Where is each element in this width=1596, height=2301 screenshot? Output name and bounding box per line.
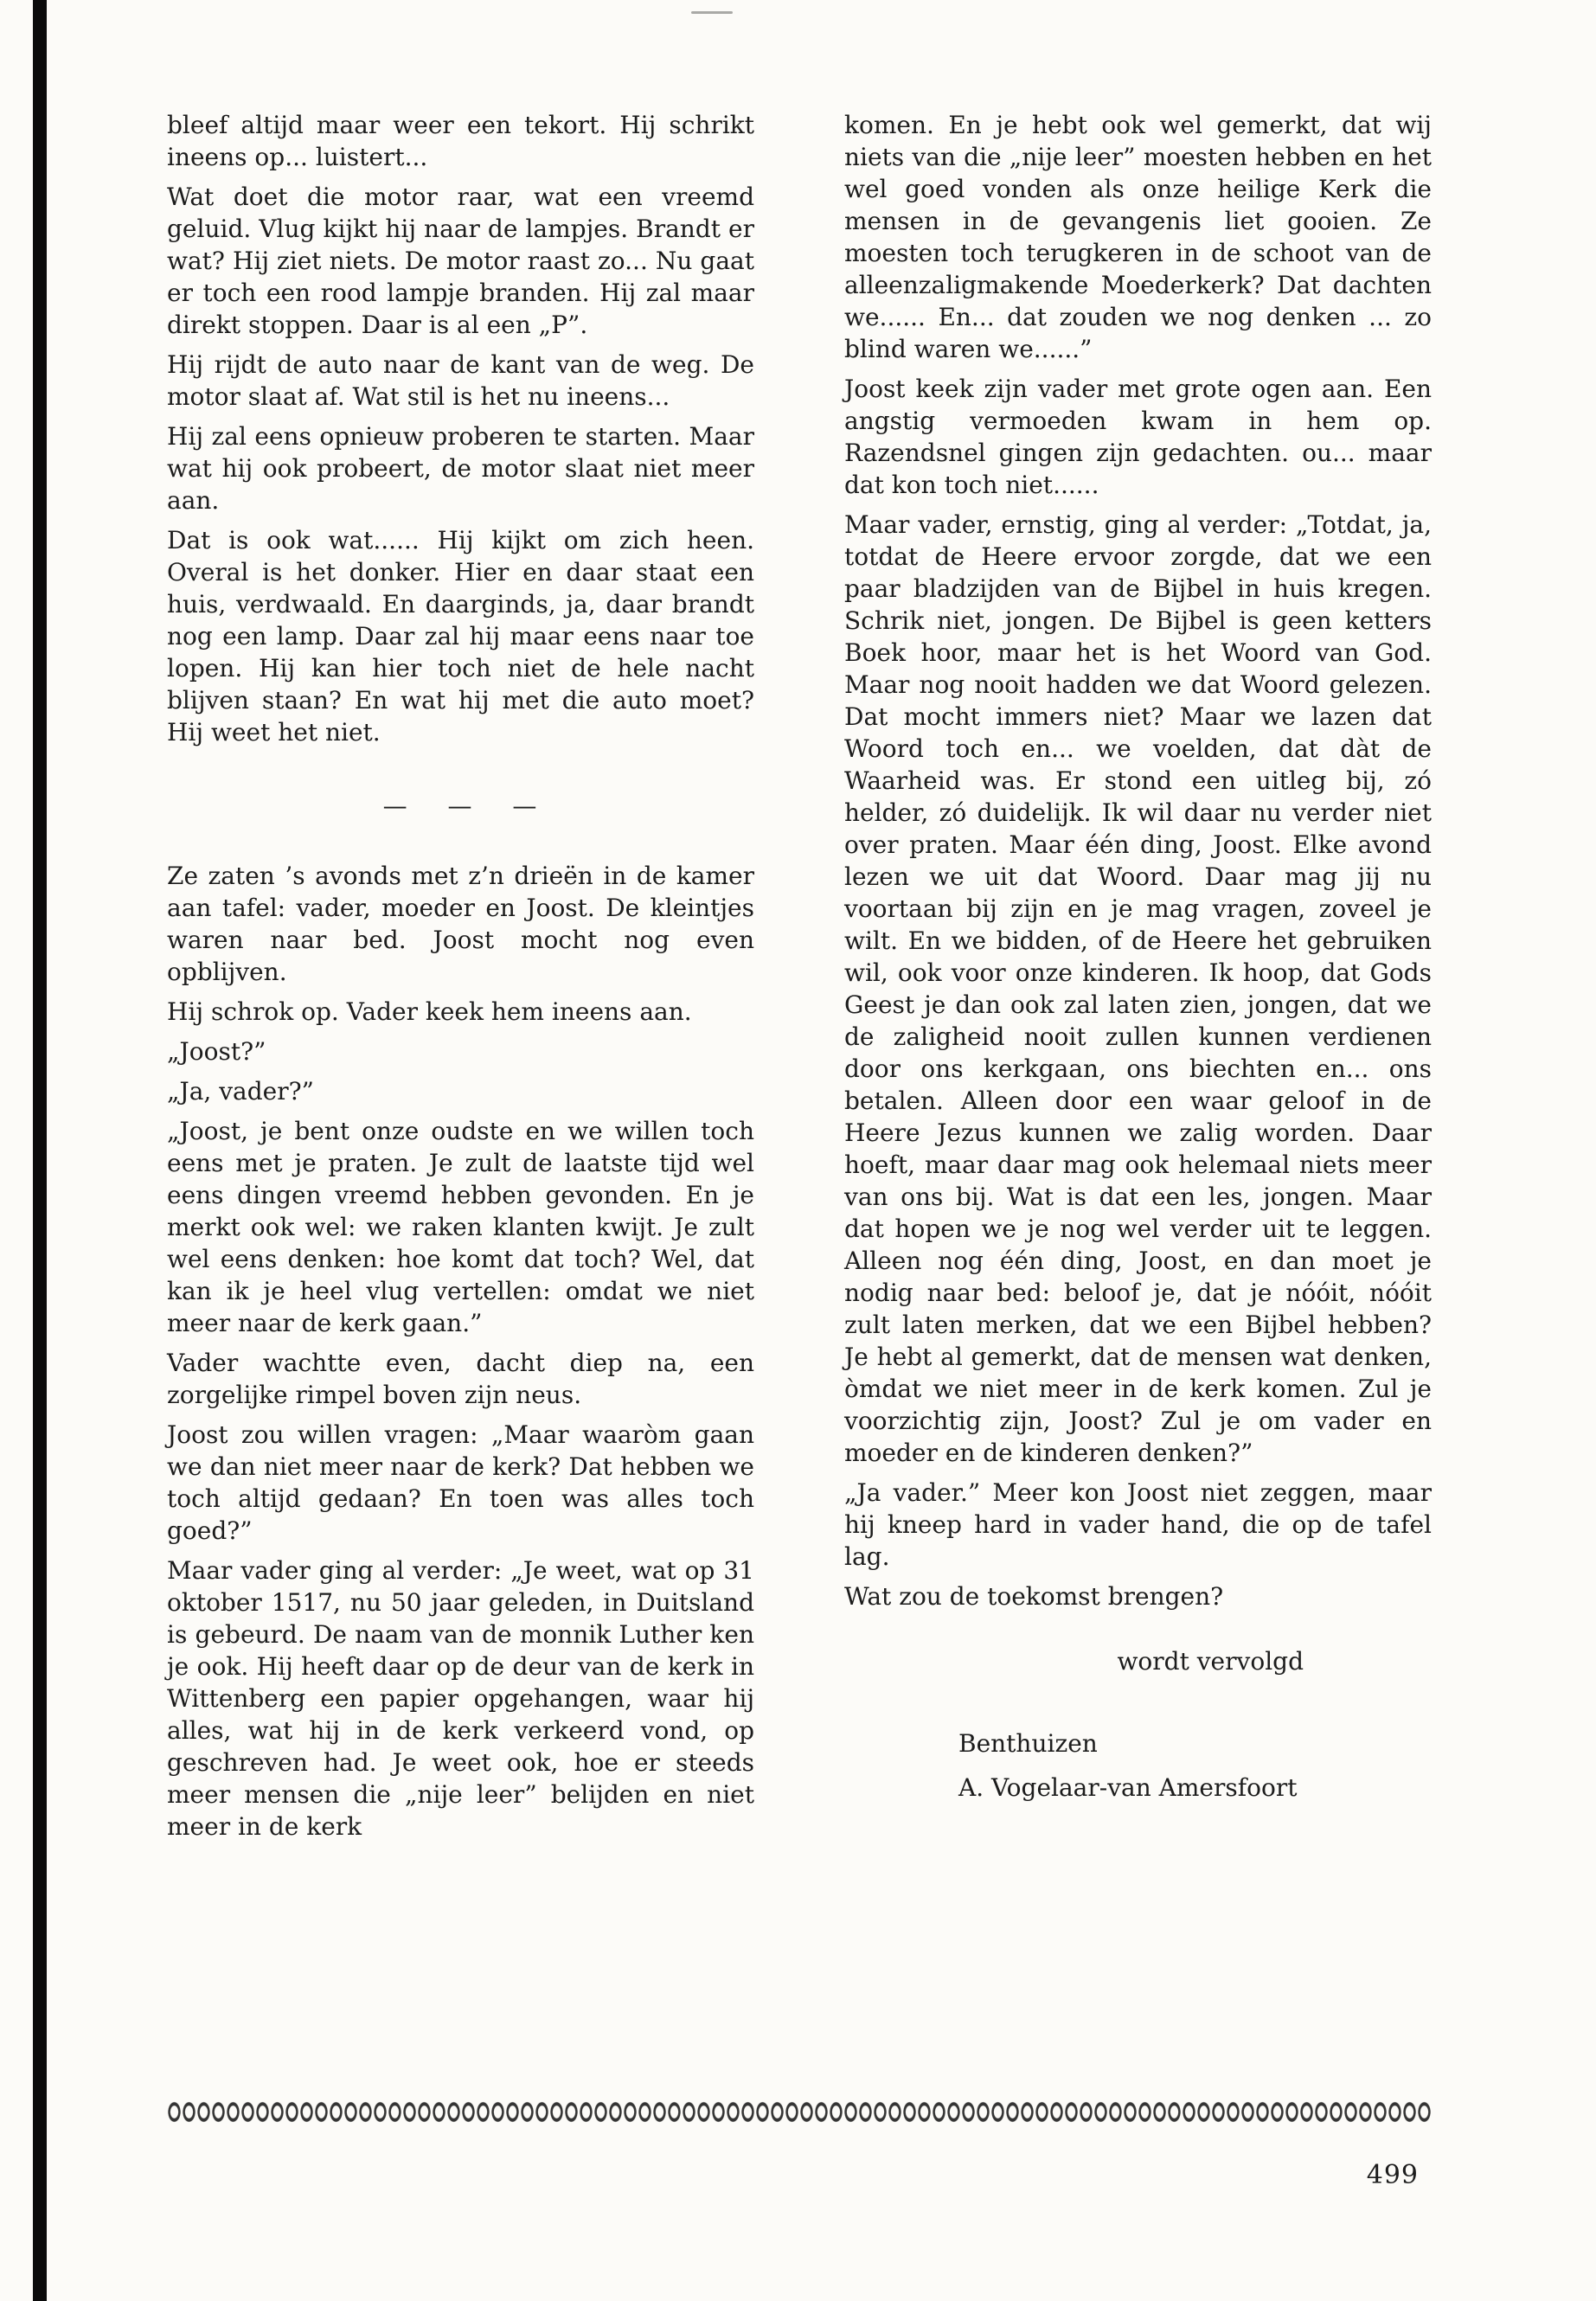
signoff-author: A. Vogelaar-van Amersfoort <box>958 1773 1298 1802</box>
paragraph: bleef altijd maar weer een tekort. Hij schrikt ineens op... luistert... <box>167 111 754 171</box>
rope-border-icon <box>167 2100 1432 2124</box>
page-number: 499 <box>1366 2160 1419 2190</box>
signoff-place: Benthuizen <box>958 1729 1098 1758</box>
spine-bar <box>33 0 47 2301</box>
paragraph: „Ja, vader?” <box>167 1077 314 1106</box>
paragraph: „Joost, je bent onze oudste en we willen toch eens met je praten. Je zult de laatste tijd wel eens dingen vreemd hebben gevonden. En je merkt ook wel: we raken klanten kwijt. Je zult wel eens denken: hoe komt dat toch? Wel, dat kan ik je heel vlug vertellen: omdat we niet meer naar de kerk gaan.” <box>167 1117 754 1337</box>
paragraph: „Ja vader.” Meer kon Joost niet zeggen, maar hij kneep hard in vader hand, die op de tafel lag. <box>844 1478 1432 1571</box>
text-columns <box>167 109 1432 1850</box>
scan-artifact-line <box>691 11 733 14</box>
paragraph: Joost zou willen vragen: „Maar waaròm gaan we dan niet meer naar de kerk? Dat hebben we toch altijd gedaan? En toen was alles toch goed?” <box>167 1420 754 1545</box>
paragraph: Dat is ook wat...... Hij kijkt om zich heen. Overal is het donker. Hier en daar staat een huis, verdwaald. En daarginds, ja, daar brandt nog een lamp. Daar zal hij maar eens naar toe lopen. Hij kan hier toch niet de hele nacht blijven staan? En wat hij met die auto moet? Hij weet het niet. <box>167 526 754 747</box>
paragraph: „Joost?” <box>167 1037 266 1066</box>
right-column <box>844 109 1432 1850</box>
paragraph: Maar vader ging al verder: „Je weet, wat op 31 oktober 1517, nu 50 jaar geleden, in Duitsland is gebeurd. De naam van de monnik Luther ken je ook. Hij heeft daar op de deur van de kerk in Wittenberg een papier opgehangen, waar hij alles, wat hij in de kerk verkeerd vond, op geschreven had. Je weet ook, hoe er steeds meer mensen die „nije leer” belijden en niet meer in de kerk <box>167 1556 754 1841</box>
paragraph: Hij rijdt de auto naar de kant van de weg. De motor slaat af. Wat stil is het nu ineens... <box>167 350 754 411</box>
left-column <box>167 109 754 1850</box>
paragraph: Joost keek zijn vader met grote ogen aan. Een angstig vermoeden kwam in hem op. Razendsnel gingen zijn gedachten. ou... maar dat kon toch niet...... <box>844 375 1432 499</box>
paragraph: Wat doet die motor raar, wat een vreemd geluid. Vlug kijkt hij naar de lampjes. Brandt er wat? Hij ziet niets. De motor raast zo... Nu gaat er toch een rood lampje branden. Hij zal maar direkt stoppen. Daar is al een „P”. <box>167 183 754 339</box>
paragraph: Wat zou de toekomst brengen? <box>844 1582 1224 1611</box>
continued-notice: wordt vervolgd <box>1117 1647 1304 1676</box>
paragraph: komen. En je hebt ook wel gemerkt, dat wij niets van die „nije leer” moesten hebben en het wel goed vonden als onze heilige Kerk die mensen in de gevangenis liet gooien. Ze moesten toch terugkeren in de schoot van de alleenzaligmakende Moederkerk? Dat dachten we...... En... dat zouden we nog denken ... zo blind waren we......” <box>844 111 1432 363</box>
paragraph: Ze zaten ’s avonds met z’n drieën in de kamer aan tafel: vader, moeder en Joost. De kleintjes waren naar bed. Joost mocht nog even opblijven. <box>167 862 754 986</box>
paragraph: Hij zal eens opnieuw proberen te starten. Maar wat hij ook probeert, de motor slaat niet meer aan. <box>167 422 754 515</box>
paragraph: Vader wachtte even, dacht diep na, een zorgelijke rimpel boven zijn neus. <box>167 1349 754 1409</box>
paragraph: Hij schrok op. Vader keek hem ineens aan. <box>167 997 692 1026</box>
section-separator: — — — <box>382 792 539 820</box>
paragraph: Maar vader, ernstig, ging al verder: „Totdat, ja, totdat de Heere ervoor zorgde, dat we een paar bladzijden van de Bijbel in huis kregen. Schrik niet, jongen. De Bijbel is geen ketters Boek hoor, maar het is het Woord van God. Maar nog nooit hadden we dat Woord gelezen. Dat mocht immers niet? Maar we lazen dat Woord toch en... we voelden, dat dàt de Waarheid was. Er stond een uitleg bij, zó helder, zó duidelijk. Ik wil daar nu verder niet over praten. Maar één ding, Joost. Elke avond lezen we uit dat Woord. Daar mag jij nu voortaan bij zijn en je mag vragen, zoveel je wilt. En we bidden, of de Heere het gebruiken wil, ook voor onze kinderen. Ik hoop, dat Gods Geest je dan ook zal laten zien, jongen, dat we de zaligheid nooit zullen kunnen verdienen door ons kerkgaan, ons biechten en... ons betalen. Alleen door een waar geloof in de Heere Jezus kunnen we zalig worden. Daar hoeft, maar daar mag ook helemaal niets meer van ons bij. Wat is dat een les, jongen. Maar dat hopen we je nog wel verder uit te leggen. Alleen nog één ding, Joost, en dan moet je nodig naar bed: beloof je, dat je nóóit, nóóit zult laten merken, dat we een Bijbel hebben? Je hebt al gemerkt, dat de mensen wat denken, òmdat we niet meer in de kerk komen. Zul je voorzichtig zijn, Joost? Zul je om vader en moeder en de kinderen denken?” <box>844 510 1432 1467</box>
